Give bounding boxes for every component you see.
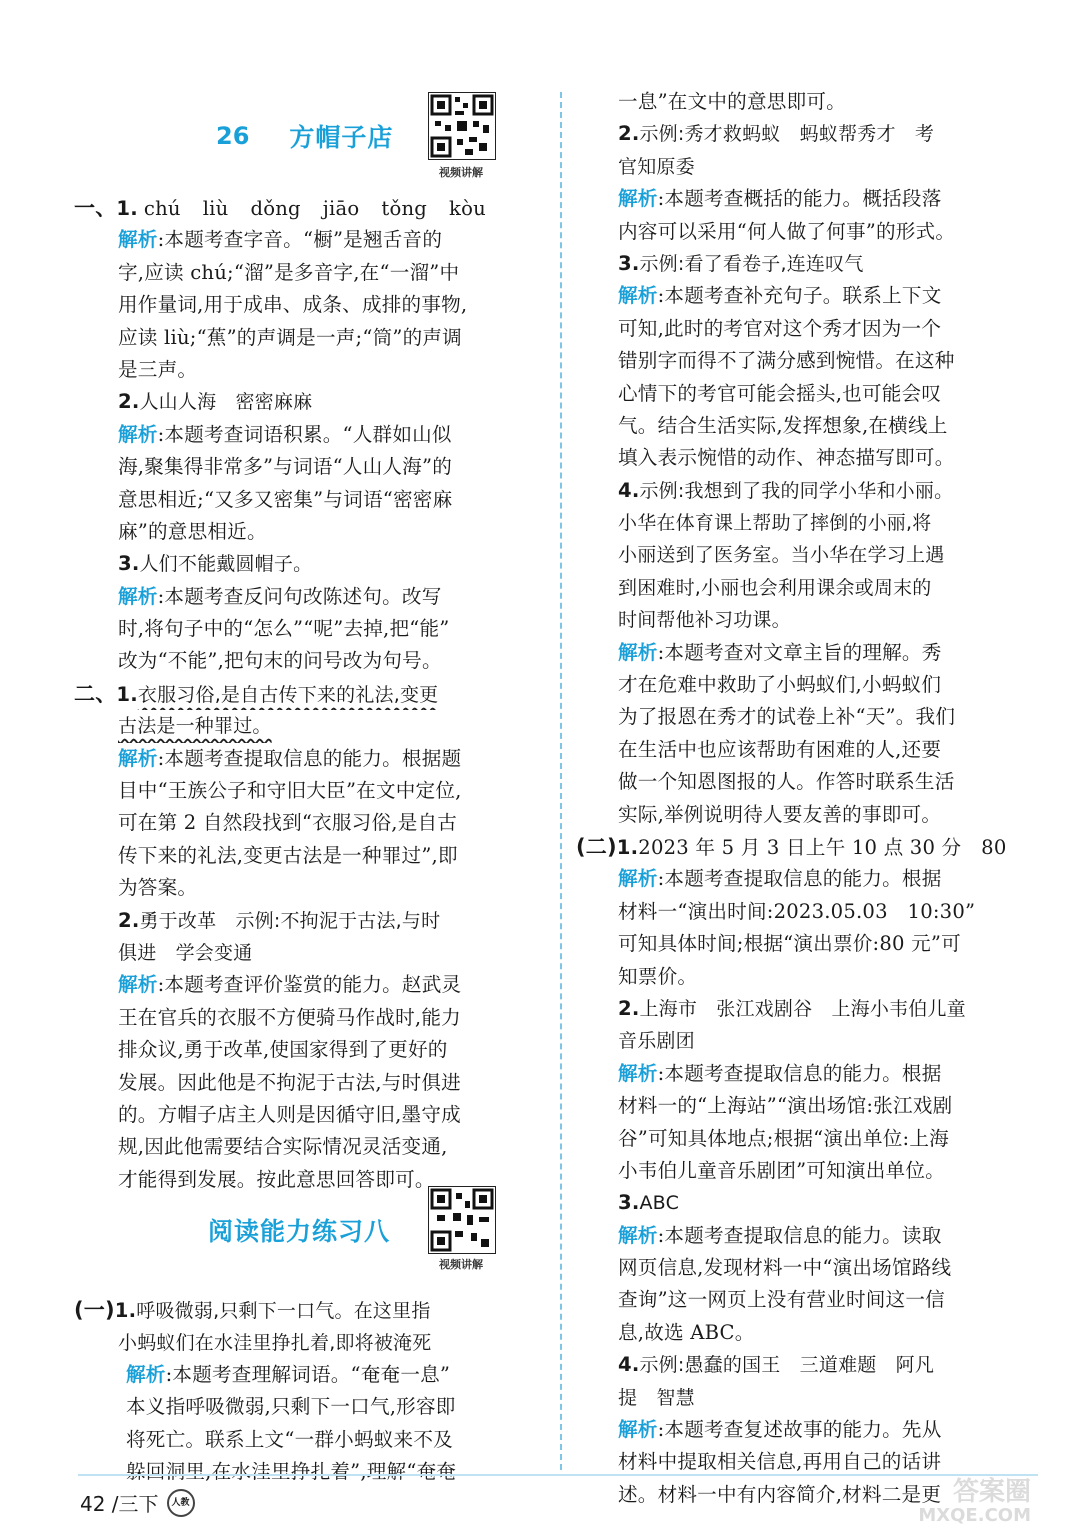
answer-line: 小蚂蚁们在水洼里挣扎着,即将被淹死 [118,1331,432,1354]
analysis-line: 应读 liù;“蕉”的声调是一声;“筒”的声调 [118,325,462,349]
analysis-line: 为了报恩在秀才的试卷上补“天”。我们 [618,705,956,729]
analysis-line: 海,聚集得非常多”与词语“人山人海”的 [118,455,452,479]
analysis-label: 解析 [618,187,658,211]
analysis-line: 解析:本题考查字音。“橱”是翘舌音的 [118,228,443,252]
analysis-line: 气。结合生活实际,发挥想象,在横线上 [618,413,948,437]
analysis-line: 才能得到发展。按此意思回答即可。 [118,1167,435,1191]
answer-line: 到困难时,小丽也会利用课余或周末的 [618,576,932,599]
analysis-line: 用作量词,用于成串、成条、成排的事物, [118,293,468,317]
analysis-label: 解析 [618,284,658,308]
pinyin-item: tǒng [381,197,428,220]
analysis-line: 麻”的意思相近。 [118,519,267,543]
analysis-label: 解析 [118,746,158,770]
analysis-line: 在生活中也应该帮助有困难的人,还要 [618,737,942,761]
analysis-line: 发展。因此他是不拘泥于古法,与时俱进 [118,1070,461,1094]
answer-line: 3.ABC [618,1191,680,1215]
answer-line: 3.人们不能戴圆帽子。 [118,552,313,576]
analysis-line: 是三声。 [118,357,198,381]
analysis-line: 躲回洞里,在水洼里挣扎着”,理解“奄奄 [126,1460,457,1484]
page-number: 42 /三下 [80,1492,159,1516]
answer-line: 2.示例:秀才救蚂蚁 蚂蚁帮秀才 考 [618,122,935,146]
answer-line: 二、1.衣服习俗,是自古传下来的礼法,变更 [74,681,439,706]
section-title-text: 阅读能力练习八 [208,1217,391,1246]
analysis-line: 的。方帽子店主人则是因循守旧,墨守成 [118,1102,461,1126]
analysis-line: 材料一的“上海站”“演出场馆:张江戏剧 [618,1094,953,1118]
analysis-line: 改为“不能”,把句末的问号改为句号。 [118,649,442,673]
qr-caption: 视频讲解 [439,166,483,179]
analysis-line: 本义指呼吸微弱,只剩下一口气,形容即 [126,1395,456,1419]
answer-line: 音乐剧团 [618,1030,695,1053]
watermark-line: MXQE.COM [918,1505,1031,1527]
lesson-title [216,118,393,154]
analysis-line: 规,因此他需要结合实际情况灵活变通, [118,1135,448,1159]
page-footer [80,1488,195,1517]
analysis-line: 实际,举例说明待人要友善的事即可。 [618,802,942,826]
pinyin-item: kòu [449,197,486,220]
analysis-line: 目中“王族公子和守旧大臣”在文中定位, [118,779,462,803]
analysis-line: 内容可以采用“何人做了何事”的形式。 [618,219,956,243]
analysis-line: 做一个知恩图报的人。作答时联系生活 [618,770,955,794]
analysis-line: 谷”可知具体地点;根据“演出单位:上海 [618,1126,949,1150]
pinyin-item: jiāo [322,197,360,220]
watermark [918,1478,1031,1526]
qr-caption: 视频讲解 [439,1258,483,1271]
answer-line: (二)1.2023 年 5 月 3 日上午 10 点 30 分 80 [576,834,1007,859]
analysis-line: 查询”这一网页上没有营业时间这一信 [618,1288,945,1312]
analysis-line: 心情下的考官可能会摇头,也可能会叹 [618,381,942,405]
answer-line: 2.勇于改革 示例:不拘泥于古法,与时 [118,908,441,932]
analysis-line: 材料中提取相关信息,再用自己的话讲 [618,1450,942,1474]
analysis-line: 解析:本题考查提取信息的能力。根据 [618,1061,942,1085]
analysis-line: 王在官兵的衣服不方便骑马作战时,能力 [118,1005,461,1029]
analysis-line: 将死亡。联系上文“一群小蚂蚁来不及 [126,1427,453,1451]
analysis-line: 述。材料一中有内容简介,材料二是更 [618,1482,942,1506]
answer-line: 小华在体育课上帮助了摔倒的小丽,将 [618,512,932,535]
analysis-line: 解析:本题考查提取信息的能力。读取 [618,1223,942,1247]
pinyin-item: dǒng [250,197,301,220]
pinyin-item: liù [202,197,229,220]
answer-line: 时间帮他补习功课。 [618,609,791,632]
answer-line: 一、1. chú liù dǒng jiāo tǒng kòu [74,192,534,224]
lesson-title-text: 方帽子店 [289,123,394,152]
answer-line: 2.上海市 张江戏剧谷 上海小韦伯儿童 [618,996,966,1020]
analysis-line: 息,故选 ABC。 [618,1320,755,1344]
answer-line: 2.人山人海 密密麻麻 [118,390,313,414]
analysis-line: 解析:本题考查评价鉴赏的能力。赵武灵 [118,973,462,997]
analysis-line: 传下来的礼法,变更古法是一种罪过”,即 [118,843,458,867]
analysis-line: 时,将句子中的“怎么”“呢”去掉,把“能” [118,617,450,641]
answer-line: 官知原委 [618,155,695,178]
answer-line: 小丽送到了医务室。当小华在学习上遇 [618,544,945,567]
analysis-line: 解析:本题考查复述故事的能力。先从 [618,1418,942,1442]
analysis-line: 小韦伯儿童音乐剧团”可知演出单位。 [618,1158,945,1182]
analysis-line: 解析:本题考查词语积累。“人群如山似 [118,422,452,446]
pinyin-item: chú [143,197,181,220]
analysis-line: 解析:本题考查对文章主旨的理解。秀 [618,640,942,664]
answer-line: 4.示例:我想到了我的同学小华和小丽。 [618,478,954,502]
answer-line: 提 智慧 [618,1386,695,1409]
analysis-line: 可知具体时间;根据“演出票价:80 元”可 [618,932,961,956]
analysis-line: 字,应读 chú;“溜”是多音字,在“一溜”中 [118,260,460,284]
column-divider [560,92,562,1470]
watermark-line: 答案圈 [952,1476,1031,1507]
analysis-line: 为答案。 [118,876,198,900]
analysis-label: 解析 [618,1061,658,1085]
left-column [74,192,534,1488]
analysis-line: 填入表示惋惜的动作、神态描写即可。 [618,446,955,470]
analysis-label: 解析 [618,867,658,891]
analysis-label: 解析 [118,228,158,252]
analysis-line: 解析:本题考查理解词语。“奄奄一息” [126,1362,451,1386]
answer-line: (一)1.呼吸微弱,只剩下一口气。在这里指 [74,1298,431,1323]
edition-badge-icon: 人教 [167,1489,195,1517]
analysis-label: 解析 [118,422,158,446]
answer-line: 俱进 学会变通 [118,941,253,964]
footer-rule [78,1474,1038,1476]
analysis-label: 解析 [126,1362,166,1386]
analysis-label: 解析 [118,973,158,997]
analysis-line: 一息”在文中的意思即可。 [618,90,846,113]
analysis-label: 解析 [618,640,658,664]
analysis-line: 解析:本题考查提取信息的能力。根据 [618,867,942,891]
right-column [576,86,1036,1511]
analysis-line: 解析:本题考查反问句改陈述句。改写 [118,584,442,608]
analysis-line: 解析:本题考查概括的能力。概括段落 [618,187,942,211]
analysis-label: 解析 [118,584,158,608]
analysis-line: 排众议,勇于改革,使国家得到了更好的 [118,1038,448,1062]
analysis-line: 解析:本题考查提取信息的能力。根据题 [118,746,462,770]
answer-line: 4.示例:愚蠢的国王 三道难题 阿凡 [618,1353,935,1377]
lesson-number: 26 [216,122,250,150]
analysis-line: 知票价。 [618,964,698,988]
analysis-label: 解析 [618,1223,658,1247]
answer-line: 3.示例:看了看卷子,连连叹气 [618,251,864,275]
analysis-line: 网页信息,发现材料一中“演出场馆路线 [618,1256,952,1280]
analysis-line: 可在第 2 自然段找到“衣服习俗,是自古 [118,811,458,835]
analysis-line: 错别字而得不了满分感到惋惜。在这种 [618,349,955,373]
analysis-label: 解析 [618,1418,658,1442]
analysis-line: 才在危难中救助了小蚂蚁们,小蚂蚁们 [618,673,942,697]
analysis-line: 解析:本题考查补充句子。联系上下文 [618,284,942,308]
analysis-line: 可知,此时的考官对这个秀才因为一个 [618,316,942,340]
qr-code-icon[interactable] [428,92,496,160]
analysis-line: 材料一“演出时间:2023.05.03 10:30” [618,899,976,923]
analysis-line: 意思相近;“又多又密集”与词语“密密麻 [118,487,453,511]
answer-line: 古法是一种罪过。 [118,715,272,738]
